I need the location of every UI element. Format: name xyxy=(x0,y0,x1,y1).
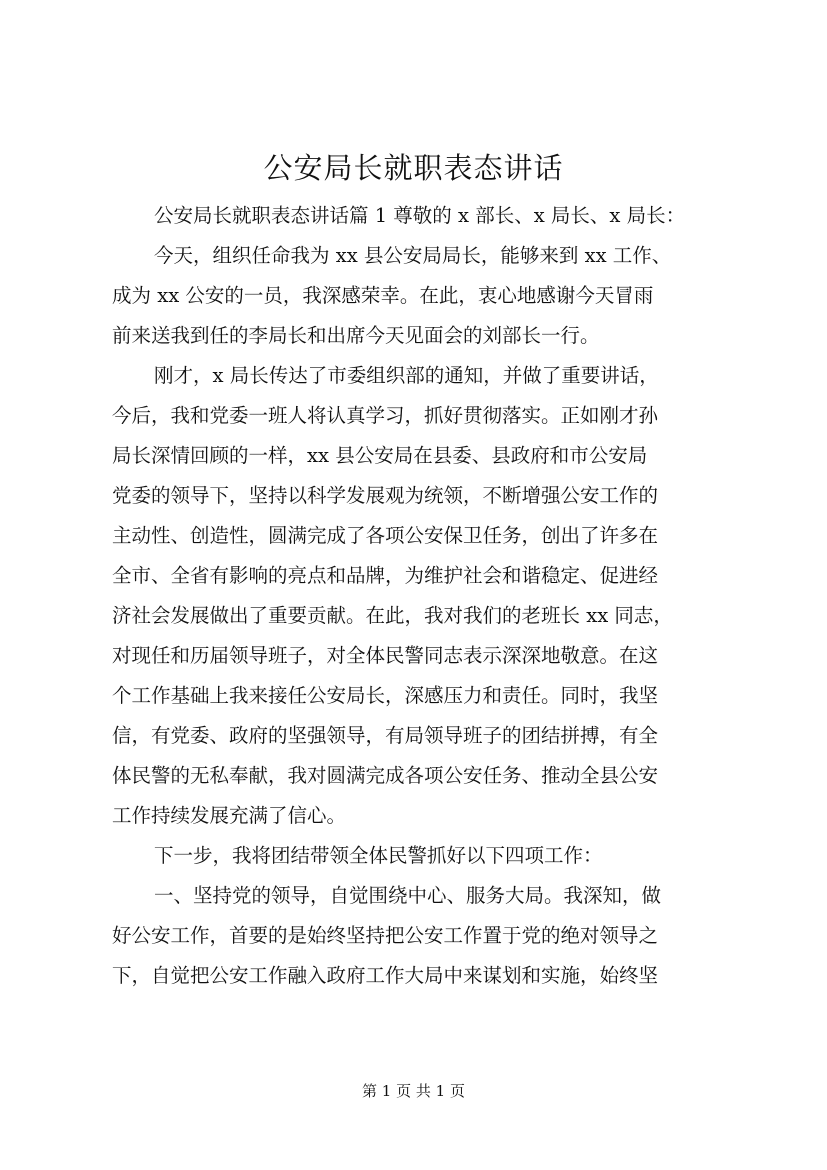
body-line: 成为 xx 公安的一员，我深感荣幸。在此，衷心地感谢今天冒雨 xyxy=(112,284,654,307)
body-line: 工作持续发展充满了信心。 xyxy=(112,804,347,827)
body-line: 党委的领导下，坚持以科学发展观为统领，不断增强公安工作的 xyxy=(112,484,659,507)
document-body xyxy=(112,196,740,996)
body-line: 个工作基础上我来接任公安局长，深感压力和责任。同时，我坚 xyxy=(112,684,659,707)
page-footer: 第 1 页 共 1 页 xyxy=(362,1082,465,1100)
body-line: 一、坚持党的领导，自觉围绕中心、服务大局。我深知，做 xyxy=(154,884,662,907)
body-line: 信，有党委、政府的坚强领导，有局领导班子的团结拼搏，有全 xyxy=(112,724,659,747)
body-line: 对现任和历届领导班子，对全体民警同志表示深深地敬意。在这 xyxy=(112,644,659,667)
body-line: 下，自觉把公安工作融入政府工作大局中来谋划和实施，始终坚 xyxy=(112,964,659,987)
document-title: 公安局长就职表态讲话 xyxy=(263,151,564,185)
body-line: 前来送我到任的李局长和出席今天见面会的刘部长一行。 xyxy=(112,324,600,347)
body-line: 公安局长就职表态讲话篇 1 尊敬的 x 部长、x 局长、x 局长： xyxy=(154,204,686,227)
body-line: 今后，我和党委一班人将认真学习，抓好贯彻落实。正如刚才孙 xyxy=(112,404,659,427)
body-line: 好公安工作，首要的是始终坚持把公安工作置于党的绝对领导之 xyxy=(112,924,659,947)
body-line: 局长深情回顾的一样，xx 县公安局在县委、县政府和市公安局 xyxy=(112,444,648,467)
body-line: 今天，组织任命我为 xx 县公安局局长，能够来到 xx 工作、 xyxy=(154,244,672,267)
body-line: 主动性、创造性，圆满完成了各项公安保卫任务，创出了许多在 xyxy=(112,524,659,547)
body-line: 下一步，我将团结带领全体民警抓好以下四项工作： xyxy=(154,844,603,867)
body-line: 刚才，x 局长传达了市委组织部的通知，并做了重要讲话， xyxy=(154,364,659,387)
body-line: 济社会发展做出了重要贡献。在此，我对我们的老班长 xx 同志， xyxy=(112,604,673,627)
body-line: 体民警的无私奉献，我对圆满完成各项公安任务、推动全县公安 xyxy=(112,764,659,787)
body-line: 全市、全省有影响的亮点和品牌，为维护社会和谐稳定、促进经 xyxy=(112,564,659,587)
